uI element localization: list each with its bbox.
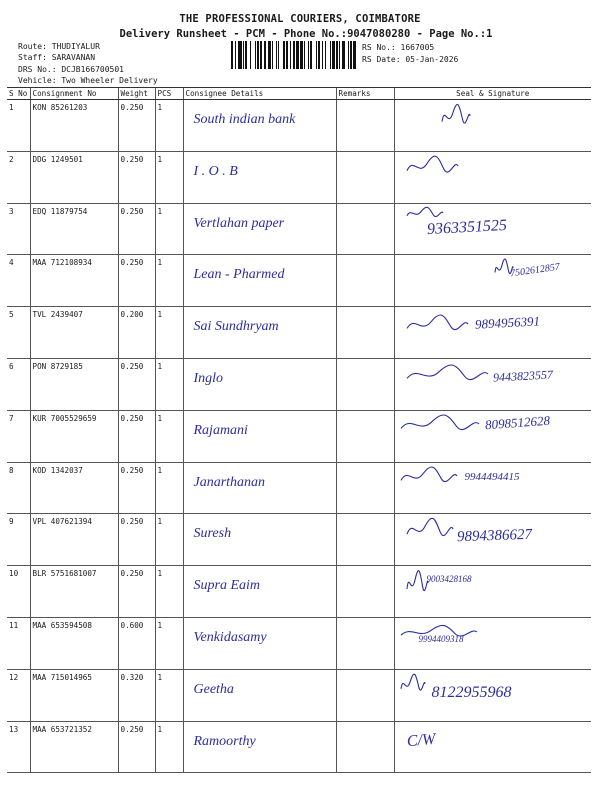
company-title: THE PROFESSIONAL COURIERS, COIMBATORE <box>179 13 421 25</box>
cell-remarks <box>336 410 394 462</box>
cell-consignment-no: MAA 653594508 <box>30 617 118 669</box>
signature-scribble-icon <box>405 313 470 335</box>
staff-label: Staff: SARAVANAN <box>18 53 96 63</box>
col-header-pcs: PCS <box>155 88 183 100</box>
table-row <box>7 307 591 359</box>
runsheet-meta-right <box>362 42 458 66</box>
cell-weight: 0.250 <box>118 100 155 152</box>
vehicle-label: Vehicle: Two Wheeler Delivery <box>18 75 158 85</box>
cell-consignee: Sai Sundhryam <box>183 307 336 359</box>
cell-weight: 0.250 <box>118 721 155 773</box>
cell-consignment-no: VPL 407621394 <box>30 514 118 566</box>
cell-remarks <box>336 617 394 669</box>
cell-pcs: 1 <box>155 203 183 255</box>
cell-remarks <box>336 669 394 721</box>
cell-pcs: 1 <box>155 617 183 669</box>
cell-weight: 0.250 <box>118 203 155 255</box>
table-row <box>7 255 591 307</box>
cell-pcs: 1 <box>155 669 183 721</box>
cell-sno: 13 <box>7 721 30 773</box>
cell-consignment-no: MAA 715014965 <box>30 669 118 721</box>
signature-scribble-icon <box>405 206 445 220</box>
cell-sno: 6 <box>7 358 30 410</box>
cell-remarks <box>336 100 394 152</box>
cell-pcs: 1 <box>155 462 183 514</box>
rs-number: RS No.: 1667005 <box>362 43 435 52</box>
cell-sno: 7 <box>7 410 30 462</box>
cell-consignee: Suresh <box>183 514 336 566</box>
cell-signature <box>394 617 591 669</box>
cell-weight: 0.200 <box>118 307 155 359</box>
signature-phone: 9894386627 <box>456 527 532 546</box>
cell-consignment-no: MAA 712108934 <box>30 255 118 307</box>
cell-consignment-no: KON 85261203 <box>30 100 118 152</box>
cell-weight: 0.320 <box>118 669 155 721</box>
cell-consignee: Vertlahan paper <box>183 203 336 255</box>
cell-pcs: 1 <box>155 255 183 307</box>
signature-phone: 9443823557 <box>492 367 553 385</box>
cell-signature <box>394 100 591 152</box>
runsheet-barcode <box>231 41 358 69</box>
cell-sno: 12 <box>7 669 30 721</box>
table-row <box>7 151 591 203</box>
cell-weight: 0.250 <box>118 410 155 462</box>
cell-signature <box>394 721 591 773</box>
col-header-sno: S No <box>7 88 30 100</box>
cell-weight: 0.250 <box>118 566 155 618</box>
cell-remarks <box>336 566 394 618</box>
cell-consignment-no: KOD 1342037 <box>30 462 118 514</box>
cell-pcs: 1 <box>155 721 183 773</box>
cell-remarks <box>336 462 394 514</box>
cell-remarks <box>336 307 394 359</box>
signature-phone: 7502612857 <box>508 261 561 280</box>
col-header-signature: Seal & Signature <box>394 88 591 100</box>
table-row <box>7 514 591 566</box>
cell-sno: 3 <box>7 203 30 255</box>
cell-sno: 1 <box>7 100 30 152</box>
table-row <box>7 462 591 514</box>
cell-consignment-no: KUR 7005529659 <box>30 410 118 462</box>
cell-consignment-no: EDQ 11879754 <box>30 203 118 255</box>
signature-scribble-icon <box>440 102 472 130</box>
cell-remarks <box>336 358 394 410</box>
cell-consignment-no: TVL 2439407 <box>30 307 118 359</box>
cell-consignee: Janarthanan <box>183 462 336 514</box>
cell-remarks <box>336 203 394 255</box>
cell-sno: 11 <box>7 617 30 669</box>
cell-signature <box>394 358 591 410</box>
table-row <box>7 203 591 255</box>
signature-scribble-icon <box>399 465 459 487</box>
signature-phone: C/W <box>405 730 436 750</box>
cell-sno: 9 <box>7 514 30 566</box>
signature-phone: 8122955968 <box>431 683 512 701</box>
col-header-weight: Weight <box>118 88 155 100</box>
signature-phone: 9944494415 <box>464 470 520 483</box>
rs-date: RS Date: 05-Jan-2026 <box>362 55 459 64</box>
cell-weight: 0.250 <box>118 151 155 203</box>
table-row <box>7 617 591 669</box>
drs-number: DRS No.: DCJB166700501 <box>18 64 124 74</box>
cell-consignee: Rajamani <box>183 410 336 462</box>
cell-sno: 5 <box>7 307 30 359</box>
runsheet-meta-left <box>18 41 158 86</box>
cell-signature <box>394 151 591 203</box>
cell-remarks <box>336 721 394 773</box>
signature-phone: 9363351525 <box>426 216 507 238</box>
signature-scribble-icon <box>405 363 490 385</box>
route-label: Route: THUDIYALUR <box>18 42 100 51</box>
cell-consignee: Geetha <box>183 669 336 721</box>
cell-consignee: I . O . B <box>183 151 336 203</box>
cell-signature <box>394 255 591 307</box>
runsheet-subtitle: Delivery Runsheet - PCM - Phone No.:9047080280 - Page No.:1 <box>119 28 493 40</box>
cell-consignee: Ramoorthy <box>183 721 336 773</box>
table-row <box>7 100 591 152</box>
cell-signature <box>394 462 591 514</box>
cell-signature <box>394 203 591 255</box>
table-row <box>7 669 591 721</box>
cell-weight: 0.250 <box>118 514 155 566</box>
signature-phone: 9994409318 <box>418 633 464 644</box>
cell-pcs: 1 <box>155 514 183 566</box>
cell-sno: 8 <box>7 462 30 514</box>
cell-signature <box>394 307 591 359</box>
cell-weight: 0.250 <box>118 462 155 514</box>
cell-consignment-no: MAA 653721352 <box>30 721 118 773</box>
cell-pcs: 1 <box>155 307 183 359</box>
signature-phone: 8098512628 <box>484 412 550 433</box>
cell-sno: 4 <box>7 255 30 307</box>
table-row <box>7 358 591 410</box>
cell-pcs: 1 <box>155 100 183 152</box>
cell-remarks <box>336 514 394 566</box>
table-header-row <box>7 88 591 100</box>
table-body <box>7 100 591 773</box>
cell-sno: 10 <box>7 566 30 618</box>
barcode-bar <box>356 41 357 69</box>
cell-consignment-no: BLR 5751681007 <box>30 566 118 618</box>
cell-consignment-no: PON 8729185 <box>30 358 118 410</box>
table-row <box>7 410 591 462</box>
cell-pcs: 1 <box>155 410 183 462</box>
cell-consignee: Supra Eaim <box>183 566 336 618</box>
cell-sno: 2 <box>7 151 30 203</box>
cell-weight: 0.250 <box>118 358 155 410</box>
signature-phone: 9003428168 <box>426 574 472 585</box>
signature-phone: 9894956391 <box>474 313 540 332</box>
cell-remarks <box>336 151 394 203</box>
cell-signature <box>394 514 591 566</box>
cell-weight: 0.600 <box>118 617 155 669</box>
cell-consignment-no: DDG 1249501 <box>30 151 118 203</box>
signature-scribble-icon <box>405 516 455 542</box>
cell-pcs: 1 <box>155 151 183 203</box>
cell-consignee: Venkidasamy <box>183 617 336 669</box>
col-header-consignee: Consignee Details <box>183 88 336 100</box>
signature-scribble-icon <box>399 672 427 696</box>
signature-scribble-icon <box>405 154 460 178</box>
cell-signature <box>394 669 591 721</box>
cell-consignee: Lean - Pharmed <box>183 255 336 307</box>
cell-pcs: 1 <box>155 358 183 410</box>
delivery-table <box>7 87 591 773</box>
table-row <box>7 566 591 618</box>
cell-pcs: 1 <box>155 566 183 618</box>
signature-scribble-icon <box>399 413 481 435</box>
table-row <box>7 721 591 773</box>
cell-signature <box>394 566 591 618</box>
cell-weight: 0.250 <box>118 255 155 307</box>
cell-signature <box>394 410 591 462</box>
cell-consignee: Inglo <box>183 358 336 410</box>
cell-consignee: South indian bank <box>183 100 336 152</box>
col-header-consignment: Consignment No <box>30 88 118 100</box>
cell-remarks <box>336 255 394 307</box>
col-header-remarks: Remarks <box>336 88 394 100</box>
